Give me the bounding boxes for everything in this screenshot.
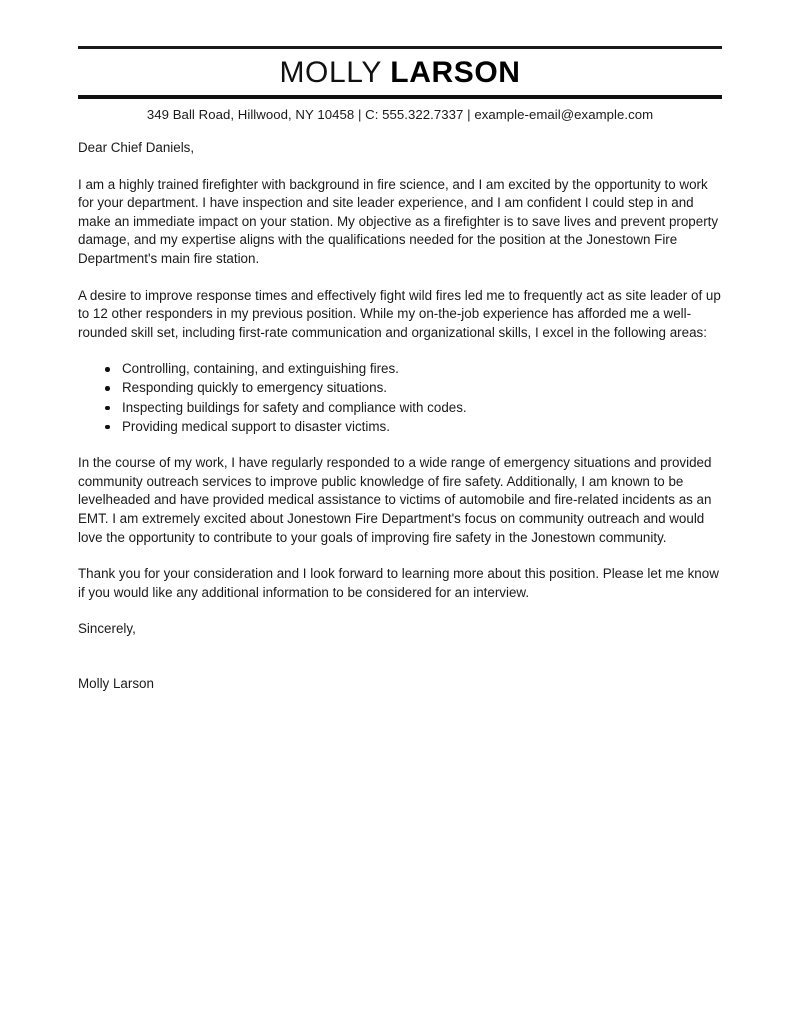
list-item <box>78 399 722 418</box>
list-item-label: Controlling, containing, and extinguishing fires. <box>122 361 399 377</box>
letter-sheet <box>78 0 722 694</box>
bullet-icon <box>105 425 110 430</box>
list-item <box>78 379 722 398</box>
body-paragraph-1: I am a highly trained firefighter with background in fire science, and I am excited by the opportunity to work for your department. I have inspection and site leader experience, and I am confident I could step in and make an immediate impact on your station. My objective as a firefighter is to save lives and prevent property damage, and my expertise aligns with the qualifications needed for the position at the Jonestown Fire Department's main fire station. <box>78 176 719 266</box>
body-paragraph-2: A desire to improve response times and effectively fight wild fires led me to frequently act as site leader of up to 12 other responders in my previous position. While my on-the-job experience has afforded me a well-rounded skill set, including first-rate communication and organizational skills, I excel in the following areas: <box>78 287 721 340</box>
list-item-label: Inspecting buildings for safety and compliance with codes. <box>122 399 467 415</box>
page-title <box>78 49 722 95</box>
last-name: LARSON <box>390 56 521 89</box>
salutation: Dear Chief Daniels, <box>78 140 195 155</box>
signature-name: Molly Larson <box>78 675 154 691</box>
letterhead <box>78 0 722 124</box>
bullet-icon <box>105 386 110 391</box>
skills-list <box>78 360 722 436</box>
signature-space <box>78 639 722 675</box>
body-paragraph-4: Thank you for your consideration and I look forward to learning more about this position. Please let me know if you would like any additional information to be considered for an interview. <box>78 566 719 600</box>
body-paragraph-3: In the course of my work, I have regularly responded to a wide range of emergency situations and provided community outreach services to improve public knowledge of fire safety. Additionally, I am known to be levelheaded and have provided medical assistance to victims of automobile and fire-related incidents as an EMT. I am extremely excited about Jonestown Fire Department's focus on community outreach and would love the opportunity to contribute to your goals of improving fire safety in the Jonestown community. <box>78 455 712 545</box>
contact-info: 349 Ball Road, Hillwood, NY 10458 | C: 555.322.7337 | example-email@example.com <box>146 107 654 122</box>
closing-salutation: Sincerely, <box>78 621 136 637</box>
first-name: MOLLY <box>279 56 382 89</box>
letter-body <box>78 124 722 694</box>
bullet-icon <box>105 406 110 411</box>
list-item <box>78 418 722 437</box>
list-item-label: Providing medical support to disaster victims. <box>122 418 390 434</box>
bullet-icon <box>105 367 110 372</box>
list-item <box>78 360 722 379</box>
list-item-label: Responding quickly to emergency situations. <box>122 380 387 396</box>
